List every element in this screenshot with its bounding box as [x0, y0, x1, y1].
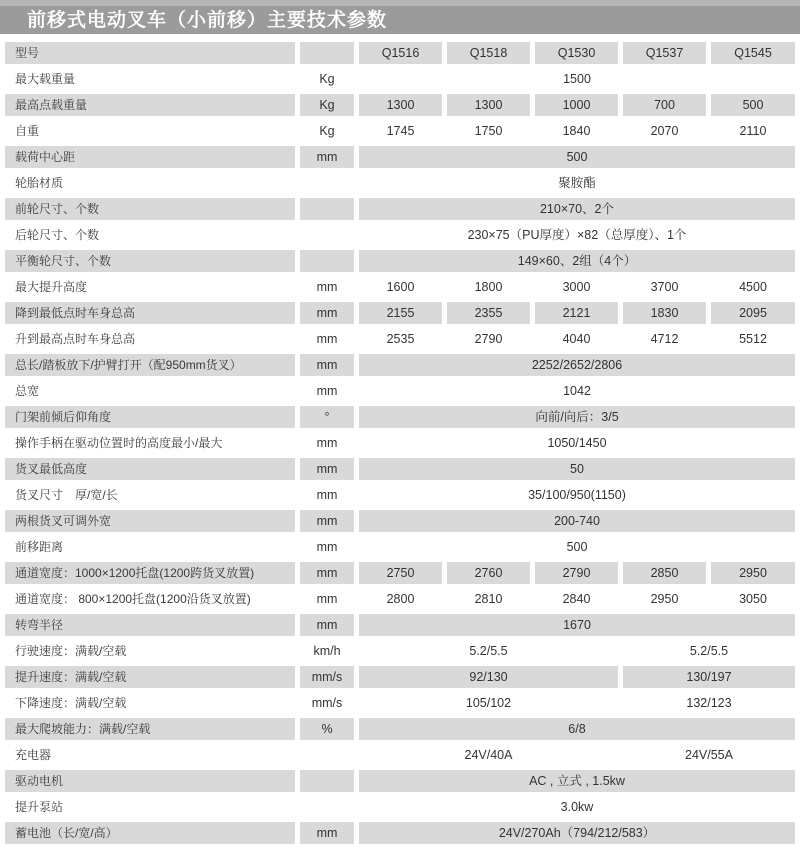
spec-value: 24V/270Ah（794/212/583）: [359, 822, 795, 844]
spec-value: 1042: [359, 380, 795, 402]
spec-value: 3.0kw: [359, 796, 795, 818]
spec-label: 最大载重量: [5, 68, 295, 90]
spec-label: 充电器: [5, 744, 295, 766]
spec-value: 1830: [623, 302, 706, 324]
spec-label: 总宽: [5, 380, 295, 402]
spec-unit: mm: [300, 146, 354, 168]
spec-value: 1500: [359, 68, 795, 90]
spec-value: 5512: [711, 328, 795, 350]
spec-value: 1300: [359, 94, 442, 116]
spec-unit: mm: [300, 484, 354, 506]
spec-row: [5, 120, 795, 142]
spec-value: 1000: [535, 94, 618, 116]
model-name: Q1537: [623, 42, 706, 64]
spec-unit: [300, 224, 354, 246]
model-name: Q1545: [711, 42, 795, 64]
spec-label: 升到最高点时车身总高: [5, 328, 295, 350]
spec-value: 1300: [447, 94, 530, 116]
spec-value: 向前/向后：3/5: [359, 406, 795, 428]
spec-row: [5, 68, 795, 90]
spec-label: 后轮尺寸、个数: [5, 224, 295, 246]
spec-value: 2850: [623, 562, 706, 584]
spec-value: 3000: [535, 276, 618, 298]
spec-unit: km/h: [300, 640, 354, 662]
page-title: 前移式电动叉车（小前移）主要技术参数: [27, 9, 388, 31]
spec-unit: mm: [300, 354, 354, 376]
spec-label: 通道宽度：1000×1200托盘(1200跨货叉放置): [5, 562, 295, 584]
spec-row: [5, 536, 795, 558]
spec-row: [5, 94, 795, 116]
spec-value: 2790: [447, 328, 530, 350]
spec-value: 210×70、2个: [359, 198, 795, 220]
spec-value: 500: [359, 536, 795, 558]
spec-value: 4712: [623, 328, 706, 350]
spec-value: 1050/1450: [359, 432, 795, 454]
spec-value: 2750: [359, 562, 442, 584]
spec-row: [5, 146, 795, 168]
spec-value: 1840: [535, 120, 618, 142]
spec-unit: mm: [300, 562, 354, 584]
spec-value: 1800: [447, 276, 530, 298]
spec-row: [5, 640, 795, 662]
spec-row: [5, 484, 795, 506]
spec-unit: mm/s: [300, 666, 354, 688]
spec-value: 1750: [447, 120, 530, 142]
spec-row: [5, 224, 795, 246]
spec-value: 2950: [623, 588, 706, 610]
spec-unit: [300, 172, 354, 194]
spec-value: 2070: [623, 120, 706, 142]
spec-value: 2355: [447, 302, 530, 324]
spec-value: 1670: [359, 614, 795, 636]
spec-value: 2810: [447, 588, 530, 610]
spec-label: 最大爬坡能力：满载/空载: [5, 718, 295, 740]
spec-row: [5, 562, 795, 584]
spec-unit: [300, 250, 354, 272]
title-bar-band: [0, 6, 800, 34]
spec-unit: [300, 42, 354, 64]
spec-unit: mm: [300, 432, 354, 454]
spec-unit: mm: [300, 380, 354, 402]
spec-label: 下降速度：满载/空载: [5, 692, 295, 714]
spec-row: [5, 666, 795, 688]
spec-value: 2760: [447, 562, 530, 584]
model-name: Q1516: [359, 42, 442, 64]
spec-label: 总长/踏板放下/护臂打开（配950mm货叉）: [5, 354, 295, 376]
spec-value: 500: [711, 94, 795, 116]
spec-value: 2800: [359, 588, 442, 610]
spec-label: 前移距离: [5, 536, 295, 558]
model-name: Q1530: [535, 42, 618, 64]
spec-value: 149×60、2组（4个）: [359, 250, 795, 272]
spec-table-body: [5, 42, 795, 844]
spec-unit: mm: [300, 328, 354, 350]
spec-unit: mm: [300, 822, 354, 844]
spec-unit: °: [300, 406, 354, 428]
spec-row: [5, 432, 795, 454]
spec-value: 132/123: [623, 692, 795, 714]
spec-value: 130/197: [623, 666, 795, 688]
spec-row: [5, 744, 795, 766]
spec-label: 平衡轮尺寸、个数: [5, 250, 295, 272]
spec-row: [5, 692, 795, 714]
spec-label: 门架前倾后仰角度: [5, 406, 295, 428]
spec-row: [5, 510, 795, 532]
spec-value: 2155: [359, 302, 442, 324]
spec-row: [5, 328, 795, 350]
spec-row: [5, 458, 795, 480]
spec-value: 1600: [359, 276, 442, 298]
title-bar: [0, 0, 800, 34]
spec-value: 2252/2652/2806: [359, 354, 795, 376]
spec-row: [5, 250, 795, 272]
spec-value: 1745: [359, 120, 442, 142]
spec-row: [5, 796, 795, 818]
spec-label: 转弯半径: [5, 614, 295, 636]
spec-row: [5, 302, 795, 324]
spec-value: 200-740: [359, 510, 795, 532]
spec-label: 前轮尺寸、个数: [5, 198, 295, 220]
spec-value: 4500: [711, 276, 795, 298]
spec-value: 500: [359, 146, 795, 168]
spec-unit: Kg: [300, 120, 354, 142]
spec-unit: [300, 796, 354, 818]
spec-value: 2095: [711, 302, 795, 324]
spec-label: 降到最低点时车身总高: [5, 302, 295, 324]
spec-unit: [300, 198, 354, 220]
spec-label: 操作手柄在驱动位置时的高度最小/最大: [5, 432, 295, 454]
spec-value: 聚胺酯: [359, 172, 795, 194]
spec-row: [5, 770, 795, 792]
spec-row: [5, 172, 795, 194]
spec-table: [0, 38, 800, 848]
spec-value: 24V/55A: [623, 744, 795, 766]
spec-value: 2840: [535, 588, 618, 610]
spec-label: 驱动电机: [5, 770, 295, 792]
spec-row: [5, 822, 795, 844]
spec-unit: [300, 744, 354, 766]
spec-row: [5, 198, 795, 220]
spec-unit: mm: [300, 458, 354, 480]
spec-row: [5, 380, 795, 402]
spec-value: 2790: [535, 562, 618, 584]
spec-label: 自重: [5, 120, 295, 142]
spec-value: 92/130: [359, 666, 618, 688]
spec-row: [5, 354, 795, 376]
spec-row: [5, 588, 795, 610]
spec-value: 105/102: [359, 692, 618, 714]
spec-value: 3700: [623, 276, 706, 298]
spec-value: 6/8: [359, 718, 795, 740]
spec-unit: mm: [300, 588, 354, 610]
spec-label: 两根货叉可调外宽: [5, 510, 295, 532]
spec-value: 3050: [711, 588, 795, 610]
spec-row: [5, 406, 795, 428]
spec-value: 2535: [359, 328, 442, 350]
spec-value: 2950: [711, 562, 795, 584]
spec-value: 24V/40A: [359, 744, 618, 766]
spec-label: 通道宽度： 800×1200托盘(1200沿货叉放置): [5, 588, 295, 610]
spec-value: 5.2/5.5: [623, 640, 795, 662]
spec-unit: %: [300, 718, 354, 740]
spec-value: 5.2/5.5: [359, 640, 618, 662]
spec-unit: [300, 770, 354, 792]
spec-row: [5, 276, 795, 298]
spec-label: 货叉尺寸 厚/宽/长: [5, 484, 295, 506]
spec-label: 轮胎材质: [5, 172, 295, 194]
spec-value: 4040: [535, 328, 618, 350]
model-name: Q1518: [447, 42, 530, 64]
spec-unit: mm: [300, 536, 354, 558]
spec-value: 2121: [535, 302, 618, 324]
spec-unit: mm: [300, 276, 354, 298]
spec-label: 最高点载重量: [5, 94, 295, 116]
spec-value: 35/100/950(1150): [359, 484, 795, 506]
spec-label: 货叉最低高度: [5, 458, 295, 480]
spec-label: 蓄电池（长/宽/高）: [5, 822, 295, 844]
spec-value: 50: [359, 458, 795, 480]
spec-label: 提升速度：满载/空载: [5, 666, 295, 688]
spec-unit: Kg: [300, 68, 354, 90]
spec-row: [5, 718, 795, 740]
spec-value: 700: [623, 94, 706, 116]
spec-header-row: [5, 42, 795, 64]
spec-value: 2110: [711, 120, 795, 142]
spec-unit: Kg: [300, 94, 354, 116]
spec-label: 行驶速度：满载/空载: [5, 640, 295, 662]
spec-value: AC , 立式 , 1.5kw: [359, 770, 795, 792]
spec-row: [5, 614, 795, 636]
spec-label: 最大提升高度: [5, 276, 295, 298]
spec-unit: mm: [300, 510, 354, 532]
spec-label: 提升泵站: [5, 796, 295, 818]
spec-unit: mm: [300, 302, 354, 324]
spec-unit: mm/s: [300, 692, 354, 714]
spec-label: 载荷中心距: [5, 146, 295, 168]
spec-unit: mm: [300, 614, 354, 636]
spec-value: 230×75（PU厚度）×82（总厚度）、1个: [359, 224, 795, 246]
model-column-header: 型号: [5, 42, 295, 64]
